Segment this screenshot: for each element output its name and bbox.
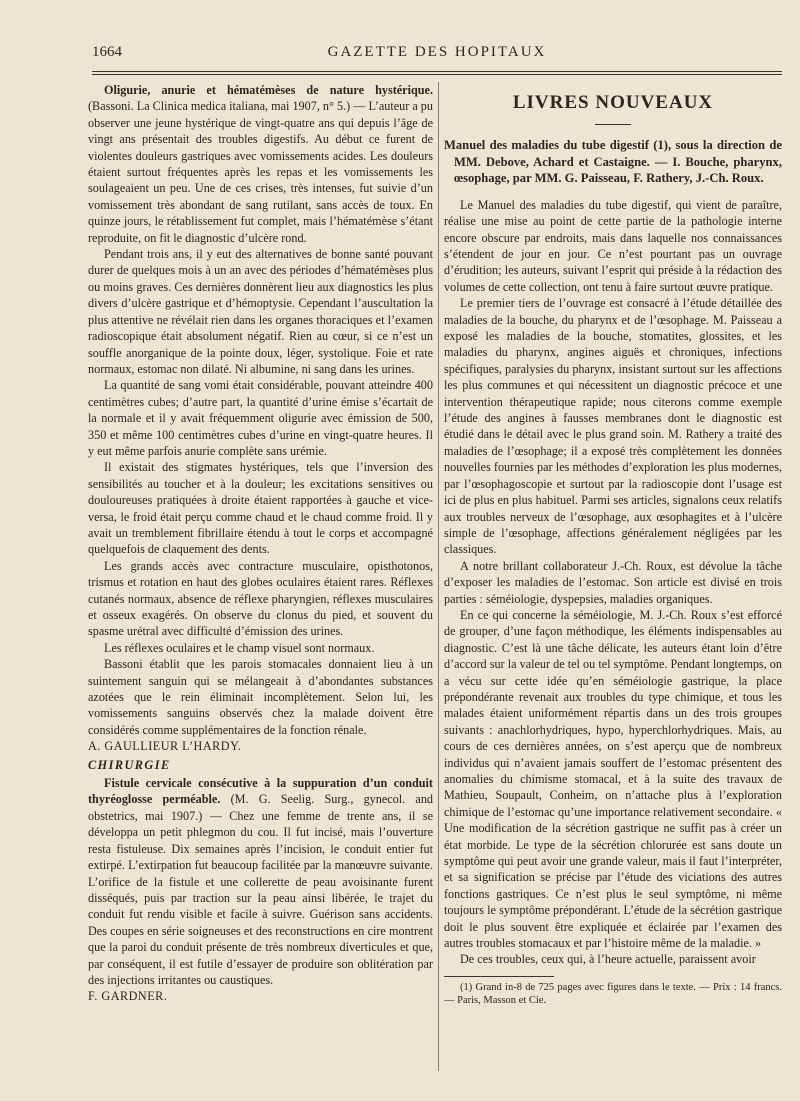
review-paragraph: Le Manuel des maladies du tube digestif, qui vient de paraître, réalise une mise au point de cette partie de la pathologie interne encore obscure par endroits, mais dans laquelle nos connaissances s’étendent de jour en jour. Ce n’est pourtant pas un ouvrage d’érudition; les auteurs, suivant l’esprit qui préside à la rédaction des volumes de cette collection, ont tenu à faire surtout œuvre pratique. — [444, 197, 782, 294]
article-paragraph: Pendant trois ans, il y eut des alternatives de bonne santé pouvant durer de quelques mois à un an avec des périodes d’hématémèses plus ou moins graves. Ces dernières donnèrent lieu aux diagnostics les plus divers d’ulcère gastrique et d’hémoptysie. Cependant l’auscultation la plus attentive ne révélait rien dans les organes thoraciques et l’examen radioscopique était absolument négatif. Rien au cœur, si ce n’est un souffle anorganique de la pointe doux, léger, systolique. Foie et rate normaux, estomac non dilaté. Ni albumine, ni sang dans les urines. — [88, 247, 433, 376]
review-paragraph: Le premier tiers de l’ouvrage est consacré à l’étude détaillée des maladies de la bouche, du pharynx et de l’œsophage. M. Paisseau a exposé les maladies de la bouche, stomatites, glossites, et les maladies du pharynx, angines aiguës et chroniques, infections spécifiques, paralysies du pharynx, insistant surtout sur les affections les plus communes et qui nécessitent un diagnostic précoce et une intervention thérapeutique rapide; nous citerons comme exemple l’étude des angines à fausses membranes dont le diagnostic est étudié dans le détail avec le plus grand soin. M. Rathery a traité des maladies de l’œsophage; il a exposé très complètement les données nouvelles fournies par les méthodes d’exploration les plus modernes, par l’œsophagoscopie et surtout par la radioscopie dont l’usage est ici de plus en plus habituel. Parmi ses articles, signalons ceux relatifs aux troubles nerveux de l’œsophage, aux œsophagites et à l’ulcère simple de l’œsophage, affections généralement négligées par les classiques. — [444, 296, 782, 557]
article-signature: A. GAULLIEUR L’HARDY. — [88, 739, 242, 754]
article-signature: F. GARDNER. — [88, 989, 168, 1004]
article-oligurie — [88, 82, 433, 246]
review-paragraph: De ces troubles, ceux qui, à l’heure actuelle, paraissent avoir — [460, 952, 756, 967]
article-title: Fistule cervicale consécutive à la suppuration d’un conduit thyréoglosse perméable. — [88, 776, 433, 807]
article-reference: (M. G. Seelig. Surg., gynecol. and obstetrics, mai 1907.) — — [88, 792, 433, 823]
header-rule — [92, 71, 782, 72]
article-paragraph: Bassoni établit que les parois stomacales donnaient lieu à un suintement sanguin qui se mélangeait à d’abondantes substances azotées que le rein éliminait incomplètement. Selon lui, les vomissements sanguins observés chez la malade doivent être considérés comme supplémentaires de la fonction rénale. — [88, 657, 433, 737]
journal-title: GAZETTE DES HOPITAUX — [327, 44, 547, 60]
page-header — [92, 44, 782, 66]
left-column — [88, 82, 433, 1079]
right-column — [444, 82, 782, 1079]
article-text: L’auteur a pu observer une jeune hystérique de vingt-quatre ans qui depuis l’âge de vingt ans présentait des troubles digestifs. Au début ce furent de violentes douleurs gastriques avec vomissements acides. Les douleurs étaient surtout fréquentes après les repas et les vomissements les soulageaient un peu. Une de ces crises, très intenses, fut suivie d’un vomissement très abondant de sang rutilant, sans accès de toux. En quinze jours, le rétablissement fut complet, mais l’hématémèse s’étant reproduite, on fit le diagnostic d’ulcère rond. — [88, 99, 433, 245]
article-reference: (Bassoni. La Clinica medica italiana, mai 1907, n° 5.) — — [88, 99, 369, 114]
article-paragraph: Les réflexes oculaires et le champ visuel sont normaux. — [104, 640, 375, 655]
book-reference: Manuel des maladies du tube digestif (1), sous la direction de MM. Debove, Achard et Castaigne. — I. Bouche, pharynx, œsophage, par MM. G. Paisseau, F. Rathery, J.-Ch. Roux. — [444, 138, 782, 186]
footnote: (1) Grand in-8 de 725 pages avec figures dans le texte. — Prix : 14 francs. — Paris, Masson et Cie. — [444, 981, 782, 1006]
article-text: Chez une femme de trente ans, il se développa un petit phlegmon du cou. Il fut incisé, mais l’ouverture resta fistuleuse. Dix semaines après l’incision, le conduit entier fut extirpé. L’extirpation fut beaucoup facilitée par la manœuvre suivante. L’orifice de la fistule et une collerette de peau avoisinante furent disséqués, puis par traction sur la peau ainsi libérée, le trajet du conduit fut rendu visible et facile à suivre. Guérison sans accidents. Des coupes en série soigneuses et des reconstructions en cire montrent que la paroi du conduit présente de très nombreux diverticules et que, par conséquent, il est futile d’essayer de produire son oblitération par des injections irritantes ou caustiques. — [88, 808, 433, 987]
article-paragraph: Les grands accès avec contracture musculaire, opisthotonos, trismus et rotation en haut des globes oculaires étaient rares. Réflexes cutanés normaux, absence de réflexe pharyngien, réflexes musculaires et osseux exagérés. On observe du clonus du pied, et souvent du spasme urétral avec difficulté d’émission des urines. — [88, 558, 433, 639]
title-rule — [595, 124, 631, 125]
review-paragraph: En ce qui concerne la séméiologie, M. J.-Ch. Roux s’est efforcé de grouper, d’une façon méthodique, les éléments indispensables au diagnostic. C’est là une tâche délicate, les auteurs étant loin d’être d’accord sur la valeur de tel ou tel symptôme. Pendant longtemps, on a vécu sur cette idée qu’en séméiologie gastrique, la place prépondérante revenait aux troubles du type chimique, et tous les malades étaient uniformément répartis dans un des trois groupes suivants : anachlorhydriques, hypo, hyperchlorhydriques. Mais, au cours de ces dernières années, on s’est aperçu que de nombreux individus qui n’avaient jamais souffert de l’estomac présentent des anomalies du chimisme stomacal, et à la suite des travaux de Mathieu, Soupault, Conheim, on n’attache plus à l’exploration chimique de l’estomac qu’une importance relativement secondaire. « Une modification de la sécrétion gastrique ne suffit pas à créer un état morbide. Le type de la sécrétion chlorurée est sans doute un symptôme qui peut avoir une grande valeur, mais il faut l’interpréter, et sa signification se précise par l’étude des viciations des autres fonctions gastriques. Ce n’est plus le seul symptôme, ni même toujours le symptôme prépondérant. L’étude de la sécrétion gastrique doit le plus souvent être expliquée et éclairée par l’examen des autres troubles stomacaux et par l’histoire même de la maladie. » — [444, 607, 782, 951]
article-fistule — [88, 775, 433, 988]
section-heading: CHIRURGIE — [88, 757, 171, 772]
page-number: 1664 — [92, 44, 122, 60]
column-divider — [438, 82, 439, 1071]
header-rule-double — [92, 74, 782, 75]
article-paragraph: La quantité de sang vomi était considérable, pouvant atteindre 400 centimètres cubes; d’autre part, la quantité d’urine émise s’écartait de la normale et il y avait fréquemment oligurie avec émission de 500, 350 et même 100 centimètres cubes d’urine en vingt-quatre heures. Il y eut même parfois anurie complète sans urémie. — [88, 378, 433, 458]
article-paragraph: Il existait des stigmates hystériques, tels que l’inversion des sensibilités au toucher et à la douleur; les excitations sensitives ou douloureuses pratiquées à droite étaient rapportées à gauche et vice-versa, le froid était perçu comme chaud et le chaud comme froid. Il y avait un tremblement fibrillaire étendu à tout le corps et accompagné quelquefois de claquement des dents. — [88, 460, 433, 557]
article-title: Oligurie, anurie et hématémèses de nature hystérique. — [104, 83, 433, 97]
section-title: LIVRES NOUVEAUX — [512, 92, 714, 113]
review-paragraph: A notre brillant collaborateur J.-Ch. Roux, est dévolue la tâche d’exposer les maladies de l’estomac. Son article est divisé en trois parties : séméiologie, dyspepsies, maladies organiques. — [444, 558, 782, 606]
footnote-rule — [444, 976, 554, 977]
